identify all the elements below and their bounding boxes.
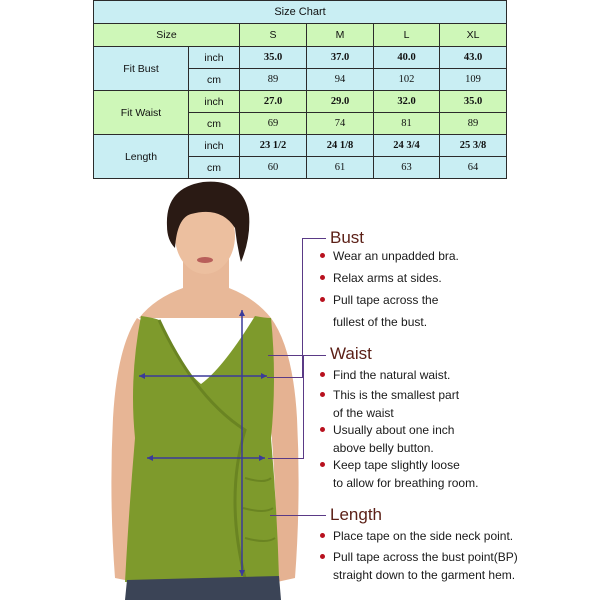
measure-waist: Fit Waist bbox=[94, 91, 189, 135]
size-s: S bbox=[240, 24, 307, 47]
waist-cm-s: 69 bbox=[240, 113, 307, 135]
length-connector bbox=[270, 515, 326, 516]
waist-inch-l: 32.0 bbox=[374, 91, 440, 113]
bust-tip-2 bbox=[320, 269, 442, 287]
waist-tip-4-text: Keep tape slightly loose bbox=[333, 458, 460, 472]
bullet-icon bbox=[320, 253, 325, 258]
unit-cm: cm bbox=[189, 69, 240, 91]
length-cm-s: 60 bbox=[240, 157, 307, 179]
lips bbox=[197, 257, 213, 263]
waist-tip-4-cont: to allow for breathing room. bbox=[333, 476, 479, 490]
jeans bbox=[125, 576, 281, 600]
size-chart-table bbox=[93, 0, 507, 179]
length-tip-2-cont: straight down to the garment hem. bbox=[333, 568, 516, 582]
waist-cm-l: 81 bbox=[374, 113, 440, 135]
waist-tip-2 bbox=[320, 386, 459, 422]
waist-connector-bottom bbox=[268, 458, 304, 459]
length-inch-m: 24 1/8 bbox=[307, 135, 374, 157]
bust-inch-xl: 43.0 bbox=[440, 47, 507, 69]
bust-inch-m: 37.0 bbox=[307, 47, 374, 69]
bust-cm-m: 94 bbox=[307, 69, 374, 91]
length-tip-2-text: Pull tape across the bust point(BP) bbox=[333, 550, 518, 564]
length-inch-l: 24 3/4 bbox=[374, 135, 440, 157]
bust-cm-l: 102 bbox=[374, 69, 440, 91]
size-m: M bbox=[307, 24, 374, 47]
length-cm-xl: 64 bbox=[440, 157, 507, 179]
bullet-icon bbox=[320, 297, 325, 302]
bust-cm-s: 89 bbox=[240, 69, 307, 91]
bullet-icon bbox=[320, 427, 325, 432]
size-header-row bbox=[94, 24, 507, 47]
unit-inch: inch bbox=[189, 135, 240, 157]
table-row bbox=[94, 135, 507, 157]
length-inch-s: 23 1/2 bbox=[240, 135, 307, 157]
bullet-icon bbox=[320, 533, 325, 538]
bullet-icon bbox=[320, 392, 325, 397]
bust-tip-2-text: Relax arms at sides. bbox=[333, 271, 442, 285]
bust-connector-top bbox=[302, 238, 326, 239]
size-chart-title-row bbox=[94, 1, 507, 24]
waist-tip-1-text: Find the natural waist. bbox=[333, 368, 451, 382]
waist-tip-3-cont: above belly button. bbox=[333, 441, 434, 455]
bust-tip-3 bbox=[320, 291, 438, 331]
bust-tip-3-text: Pull tape across the bbox=[333, 293, 439, 307]
bust-inch-l: 40.0 bbox=[374, 47, 440, 69]
length-inch-xl: 25 3/8 bbox=[440, 135, 507, 157]
green-tank-top bbox=[125, 316, 279, 582]
bust-inch-s: 35.0 bbox=[240, 47, 307, 69]
unit-inch: inch bbox=[189, 47, 240, 69]
waist-inch-s: 27.0 bbox=[240, 91, 307, 113]
length-tip-1 bbox=[320, 527, 513, 545]
length-tip-2 bbox=[320, 548, 518, 584]
waist-cm-m: 74 bbox=[307, 113, 374, 135]
length-cm-m: 61 bbox=[307, 157, 374, 179]
measure-length: Length bbox=[94, 135, 189, 179]
size-chart-title: Size Chart bbox=[94, 1, 507, 24]
bullet-icon bbox=[320, 554, 325, 559]
bust-tip-1 bbox=[320, 247, 459, 265]
bullet-icon bbox=[320, 275, 325, 280]
size-l: L bbox=[374, 24, 440, 47]
unit-cm: cm bbox=[189, 113, 240, 135]
waist-inch-xl: 35.0 bbox=[440, 91, 507, 113]
table-row bbox=[94, 91, 507, 113]
bust-connector-bottom bbox=[267, 377, 303, 378]
waist-tip-4 bbox=[320, 456, 478, 492]
waist-tip-1 bbox=[320, 366, 450, 384]
bust-tip-1-text: Wear an unpadded bra. bbox=[333, 249, 459, 263]
model-illustration bbox=[95, 178, 315, 600]
unit-cm: cm bbox=[189, 157, 240, 179]
bust-tip-3-cont: fullest of the bust. bbox=[333, 315, 428, 329]
size-label: Size bbox=[94, 24, 240, 47]
length-tip-1-text: Place tape on the side neck point. bbox=[333, 529, 514, 543]
waist-title: Waist bbox=[330, 344, 372, 363]
waist-connector-down bbox=[303, 355, 304, 459]
waist-tip-3-text: Usually about one inch bbox=[333, 423, 455, 437]
waist-inch-m: 29.0 bbox=[307, 91, 374, 113]
measure-bust: Fit Bust bbox=[94, 47, 189, 91]
waist-tip-3 bbox=[320, 421, 454, 457]
table-row bbox=[94, 47, 507, 69]
bullet-icon bbox=[320, 372, 325, 377]
waist-tip-2-text: This is the smallest part bbox=[333, 388, 460, 402]
length-title: Length bbox=[330, 505, 382, 524]
bullet-icon bbox=[320, 462, 325, 467]
bust-title: Bust bbox=[330, 228, 365, 247]
waist-tip-2-cont: of the waist bbox=[333, 406, 394, 420]
waist-connector bbox=[268, 355, 326, 356]
bust-cm-xl: 109 bbox=[440, 69, 507, 91]
size-xl: XL bbox=[440, 24, 507, 47]
waist-cm-xl: 89 bbox=[440, 113, 507, 135]
unit-inch: inch bbox=[189, 91, 240, 113]
length-cm-l: 63 bbox=[374, 157, 440, 179]
